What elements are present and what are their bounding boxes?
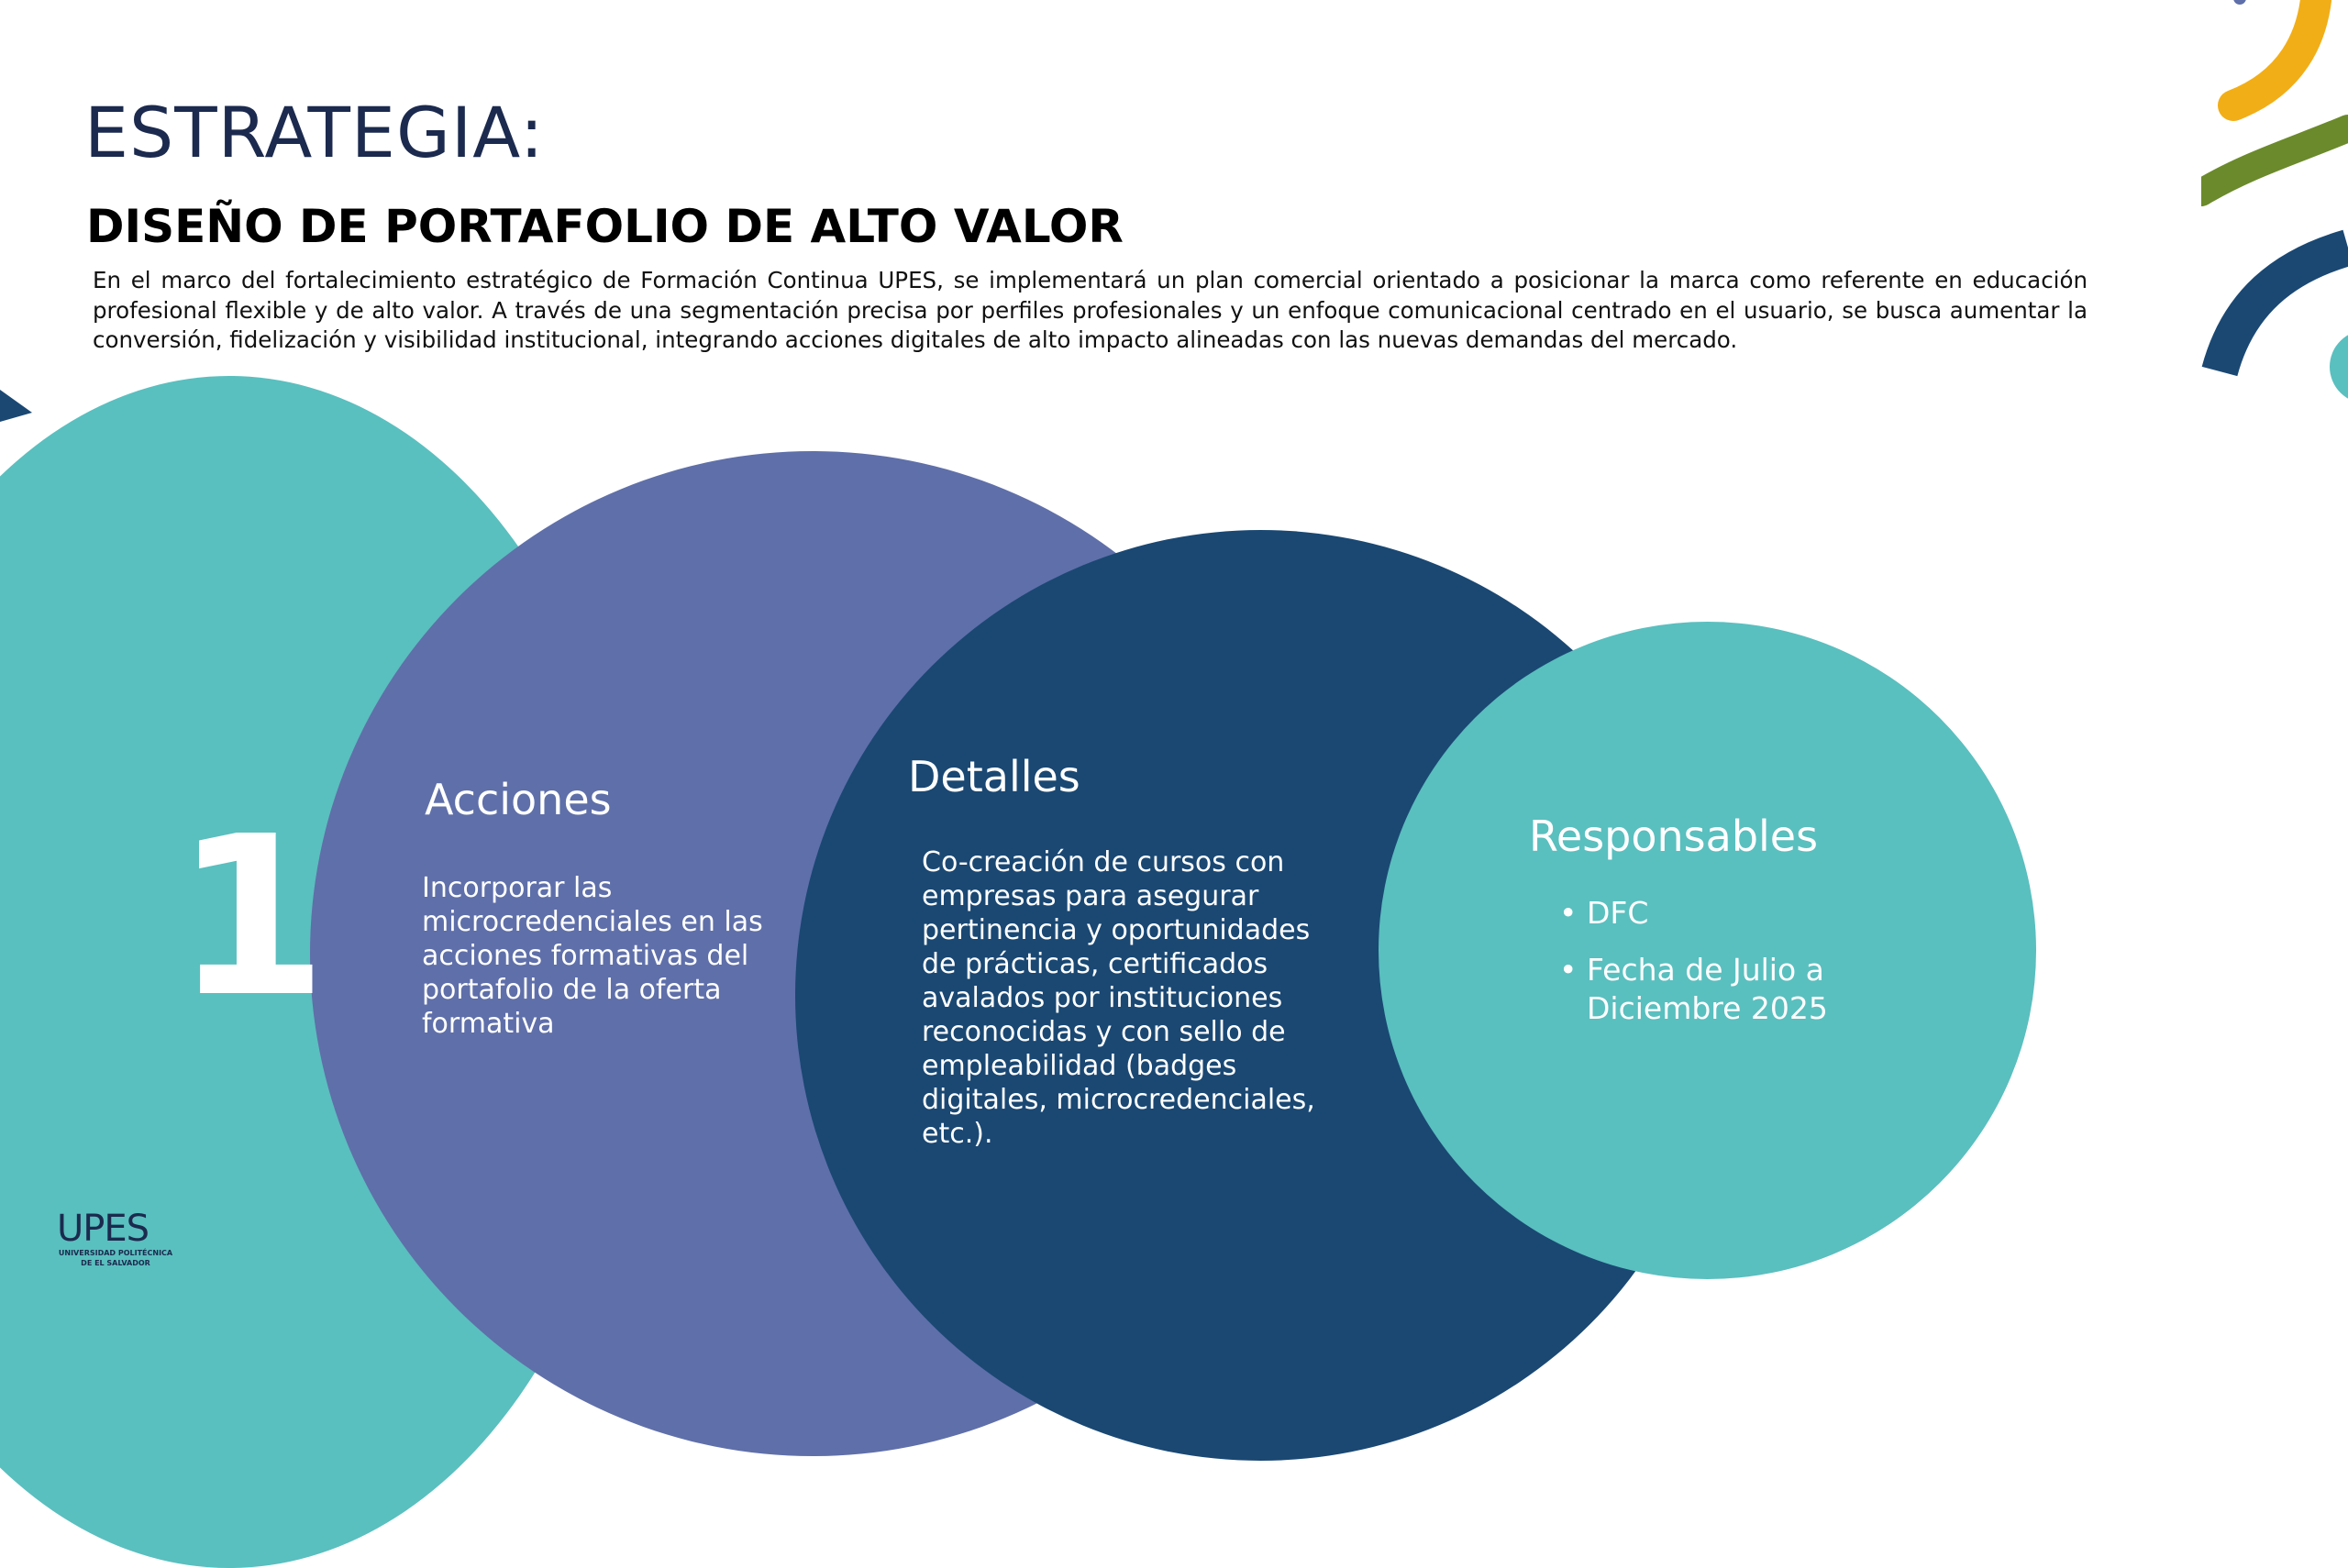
list-item xyxy=(1559,951,1899,1028)
acciones-body: Incorporar las microcredenciales en las acciones formativas del portafolio de la oferta formativa xyxy=(422,872,763,1040)
detalles-body: Co-creación de cursos con empresas para asegurar pertinencia y oportunidades de prácticas, certificados avalados por instituciones reconocidas y con sello de empleabilidad (badges digitales, microcredenciales, etc.). xyxy=(922,846,1315,1150)
bullet-dot-icon: • xyxy=(1559,895,1578,931)
acciones-heading: Acciones xyxy=(425,775,612,824)
detalles-heading: Detalles xyxy=(908,752,1080,801)
logo-line-2: DE EL SALVADOR xyxy=(81,1259,150,1267)
responsable-text: DFC xyxy=(1587,895,1649,931)
step-number: 1 xyxy=(174,789,327,1045)
decorative-arcs-icon xyxy=(2201,0,2348,403)
responsable-text: Fecha de Julio a Diciembre 2025 xyxy=(1587,952,1828,1026)
intro-paragraph: En el marco del fortalecimiento estratégico de Formación Continua UPES, se implementará un plan comercial orientado a posicionar la marca como referente en educación profesional flexible y de alto valor. A través de una segmentación precisa por perfiles profesionales y un enfoque comunicacional centrado en el usuario, se busca aumentar la conversión, fidelización y visibilidad institucional, integrando acciones digitales de alto impacto alineadas con las nuevas demandas del mercado. xyxy=(93,267,2088,353)
logo-mark: UPES xyxy=(57,1208,150,1250)
logo-line-1: UNIVERSIDAD POLITÉCNICA xyxy=(58,1249,173,1257)
responsables-heading: Responsables xyxy=(1529,812,1819,861)
page-title: ESTRATEGIA: xyxy=(84,92,545,173)
responsables-list xyxy=(1559,894,1899,1046)
list-item xyxy=(1559,894,1899,933)
page-subtitle: DISEÑO DE PORTAFOLIO DE ALTO VALOR xyxy=(86,200,1124,253)
upes-logo xyxy=(57,1210,176,1267)
corner-accent-icon xyxy=(0,385,37,422)
bullet-dot-icon: • xyxy=(1559,952,1578,988)
